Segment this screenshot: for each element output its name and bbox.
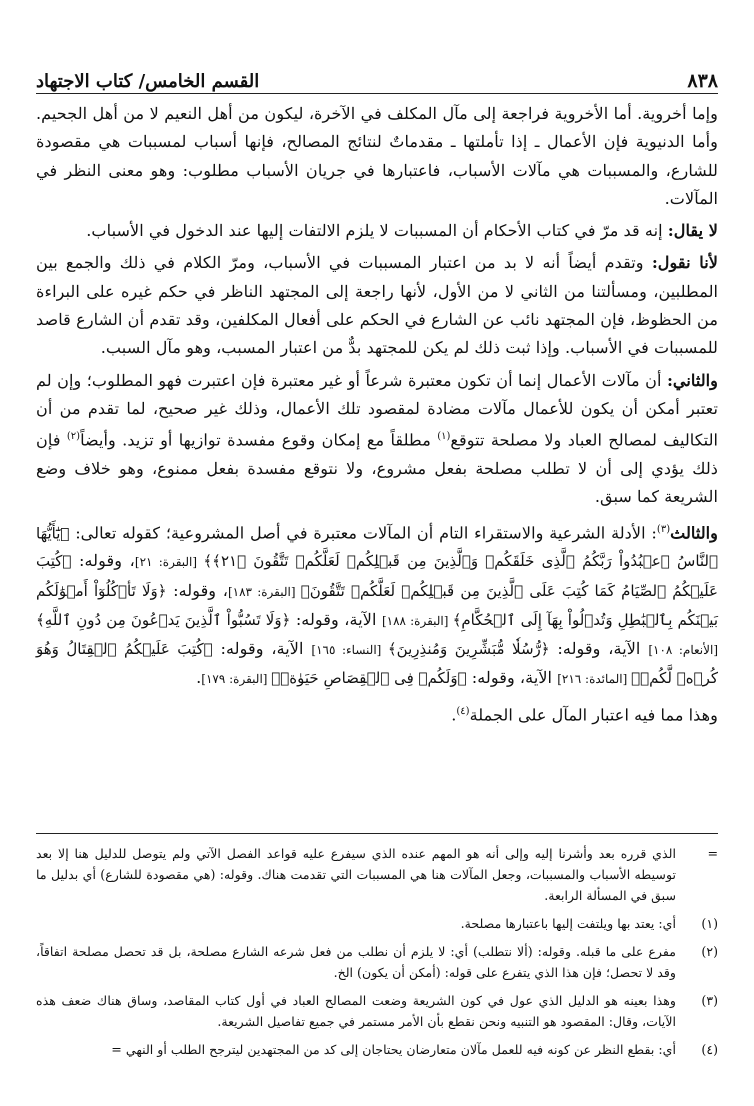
footnote-text: أي: يعتد بها ويلتفت إليها باعتبارها مصلحة. [460, 916, 676, 931]
header-rule [36, 93, 718, 94]
main-text [36, 100, 718, 733]
footnote-continued [36, 843, 718, 906]
footnote-mark: (٢) [701, 944, 718, 959]
paragraph-second: والثاني: أن مآلات الأعمال إنما أن تكون معتبرة شرعاً أو غير معتبرة فإن اعتبرت فهو المطلوب؛ وإن لم تعتبر أمكن أن يكون للأعمال مآلات مضادة لمقصود تلك الأعمال، وذلك غير صحيح، لما تقدم من أن التكاليف لمصالح العباد ولا مصلحة تتوقع$^{(١)}$ مطلقاً مع إمكان وقوع مفسدة توازيها أو تزيد. وأيضاً$^{(٢)}$ فإن ذلك يؤدي إلى أن لا تطلب مصلحة بفعل مشروع، ولا نتوقع مفسدة بفعل ممنوع، وهو خلاف وضع الشريعة كما سبق. [36, 370, 718, 507]
footnote-mark: (١) [701, 916, 718, 931]
paragraph-lead: لأنا نقول: [651, 253, 718, 273]
quran-verse: ﴿وَلَا تَأۡكُلُوٓاْ أَمۡوَٰلَكُم بَيۡنَكُم بِٱلۡبَٰطِلِ وَتُدۡلُواْ بِهَآ إِلَى ٱلۡحُكَّامِ﴾ [36, 581, 718, 629]
verse-reference: [المائدة: ٢١٦] [557, 672, 632, 687]
quran-verse: ﴿وَلَكُمۡ فِى ٱلۡقِصَاصِ حَيَوٰةٞ﴾ [271, 669, 467, 688]
paragraph-text: وتقدم أيضاً أنه لا بد من اعتبار المسببات في الأسباب، ومرّ الكلام في ذلك والجمع بين المطلبين، ومسألتنا من الثاني لا من الأول، لأنها راجعة إلى المجتهد الناظر في حكم غيره على البراءة من الحظوظ، فإن المجتهد نائب عن الشارع في الحكم على أفعال المكلفين، وقد تقدم أن الشارع قاصد للمسببات في الأسباب. وإذا ثبت ذلك لم يكن للمجتهد بدٌّ من اعتبار المسبب، وهو مآل السبب. [36, 253, 718, 358]
paragraph-1 [36, 100, 718, 213]
paragraph-closing: وهذا مما فيه اعتبار المآل على الجملة$^{(٤)}$. [451, 705, 718, 725]
footnote-2 [36, 941, 718, 983]
footnote-ref-2[interactable]: (٢) [66, 431, 81, 443]
quran-verse: ﴿وَلَا تَسُبُّواْ ٱلَّذِينَ يَدۡعُونَ مِن دُونِ ٱللَّهِ﴾ [36, 610, 291, 629]
footnote-4 [36, 1039, 718, 1060]
paragraph-text: إنه قد مرّ في كتاب الأحكام أن المسببات لا يلزم الالتفات إليها عند الدخول في الأسباب. [86, 221, 668, 241]
quran-verse: ﴿كُتِبَ عَلَيۡكُمُ ٱلصِّيَامُ كَمَا كُتِبَ عَلَى ٱلَّذِينَ مِن قَبۡلِكُمۡ لَعَلَّكُمۡ تَتَّقُونَ﴾ [36, 552, 718, 600]
page-header [36, 62, 718, 92]
footnote-1 [36, 913, 718, 934]
verse-reference: [البقرة: ١٨٨] [381, 613, 453, 628]
paragraph-text: وإما أخروية. أما الأخروية فراجعة إلى مآل المكلف في الآخرة، ليكون من أهل النعيم لا من أهل الجحيم. وأما الدنيوية فإن الأعمال ـ إذا تأملتها ـ مقدماتٌ لنتائج المصالح، فإنها أسباب لمسببات هي مقصودة للشارع، والمسببات هي مآلات الأسباب، فاعتبارها في جريان الأسباب مطلوب: وهو معنى النظر في المآلات. [36, 104, 718, 208]
footnote-text: الذي قرره بعد وأشرنا إليه وإلى أنه هو المهم عنده الذي سيفرع عليه قواعد الفصل الآتي ولم يتوصل للدليل هنا إلا بعد توسيطه الأسباب والمسببات، وجعل المآلات هنا هي المسببات التي تقدمت هناك. وقوله: (هي مقصودة للشارع) أي بدليل ما سبق في المسألة الرابعة. [36, 846, 676, 903]
footnotes [36, 843, 718, 1067]
footnote-text: مفرع على ما قبله. وقوله: (ألا نتطلب) أي: لا يلزم أن نطلب من فعل شرعه الشارع مصلحة، بل قد تحصل مصلحة اتفاقاً، وقد لا تحصل؛ فإن هذا الذي يتفرع على قوله: (أمكن أن يكون) الخ. [36, 944, 676, 980]
footnote-mark: (٣) [701, 993, 718, 1008]
paragraph-2 [36, 217, 718, 245]
paragraph-lead: والثاني: [666, 370, 718, 390]
footnote-ref-4[interactable]: (٤) [456, 705, 470, 717]
footnote-text: أي: بقطع النظر عن كونه فيه للعمل مآلان متعارضان يحتاجان إلى كد من المجتهدين ليترجح الطلب أو النهي = [111, 1042, 676, 1057]
footnote-separator [36, 833, 718, 834]
paragraph-lead: لا يقال: [667, 221, 718, 241]
paragraph-3 [36, 249, 718, 362]
quran-verse: ﴿يَٰٓأَيُّهَا ٱلنَّاسُ ٱعۡبُدُواْ رَبَّكُمُ ٱلَّذِى خَلَقَكُمۡ وَٱلَّذِينَ مِن قَبۡلِكُمۡ لَعَلَّكُمۡ تَتَّقُونَ ﴿٢١﴾﴾ [36, 523, 719, 571]
verse-reference: [الأنعام: ١٠٨] [648, 643, 719, 658]
footnote-mark: (٤) [701, 1042, 718, 1057]
quran-verse: ﴿كُتِبَ عَلَيۡكُمُ ٱلۡقِتَالُ وَهُوَ كُرۡهٞ لَّكُمۡ﴾ [36, 640, 718, 688]
verse-reference: [البقرة: ٢١] [134, 555, 204, 570]
footnote-text: وهذا بعينه هو الدليل الذي عول في كون الشريعة وضعت المصالح العباد في أول كتاب المقاصد، وساق هناك ضعف هذه الآيات، وقال: المقصود هو التنبيه ونحن نقطع بأن الأمر مستمر في جميع تفاصيل الشريعة. [36, 993, 676, 1029]
verse-reference: [البقرة: ١٨٣] [227, 584, 301, 599]
paragraph-lead: والثالث [670, 522, 718, 542]
page-number: ٨٣٨ [687, 70, 718, 92]
verse-reference: [النساء: ١٦٥] [311, 643, 388, 658]
quran-verse: ﴿رُّسُلٗا مُّبَشِّرِينَ وَمُنذِرِينَ﴾ [387, 640, 550, 659]
footnote-3 [36, 990, 718, 1032]
footnote-mark: = [707, 846, 718, 861]
verse-reference: [البقرة: ١٧٩] [201, 672, 272, 687]
footnote-ref-3[interactable]: (٣) [656, 523, 671, 535]
footnote-ref-1[interactable]: (١) [437, 431, 451, 443]
running-title: القسم الخامس/ كتاب الاجتهاد [36, 71, 260, 92]
paragraph-third: والثالث$^{(٣)}$: الأدلة الشرعية والاستقراء التام أن المآلات معتبرة في أصل المشروعية؛ كقوله تعالى: ﴿يَٰٓأَيُّهَا ٱلنَّاسُ ٱعۡبُدُواْ رَبَّكُمُ ٱلَّذِى خَلَقَكُمۡ وَٱلَّذِينَ مِن قَبۡلِكُمۡ لَعَلَّكُمۡ تَتَّقُونَ ﴿٢١﴾﴾ [البقرة: ٢١]، وقوله: ﴿كُتِبَ عَلَيۡكُمُ ٱلصِّيَامُ كَمَا كُتِبَ عَلَى ٱلَّذِينَ مِن قَبۡلِكُمۡ لَعَلَّكُمۡ تَتَّقُونَ﴾ [البقرة: ١٨٣]، وقوله: ﴿وَلَا تَأۡكُلُوٓاْ أَمۡوَٰلَكُم بَيۡنَكُم بِٱلۡبَٰطِلِ وَتُدۡلُواْ بِهَآ إِلَى ٱلۡحُكَّامِ﴾ [البقرة: ١٨٨] الآية، وقوله: ﴿وَلَا تَسُبُّواْ ٱلَّذِينَ يَدۡعُونَ مِن دُونِ ٱللَّهِ﴾ [الأنعام: ١٠٨] الآية، وقوله: ﴿رُّسُلٗا مُّبَشِّرِينَ وَمُنذِرِينَ﴾ [النساء: ١٦٥] الآية، وقوله: ﴿كُتِبَ عَلَيۡكُمُ ٱلۡقِتَالُ وَهُوَ كُرۡهٞ لَّكُمۡ﴾ [المائدة: ٢١٦] الآية، وقوله: ﴿وَلَكُمۡ فِى ٱلۡقِصَاصِ حَيَوٰةٞ﴾ [البقرة: ١٧٩]. [36, 522, 719, 688]
